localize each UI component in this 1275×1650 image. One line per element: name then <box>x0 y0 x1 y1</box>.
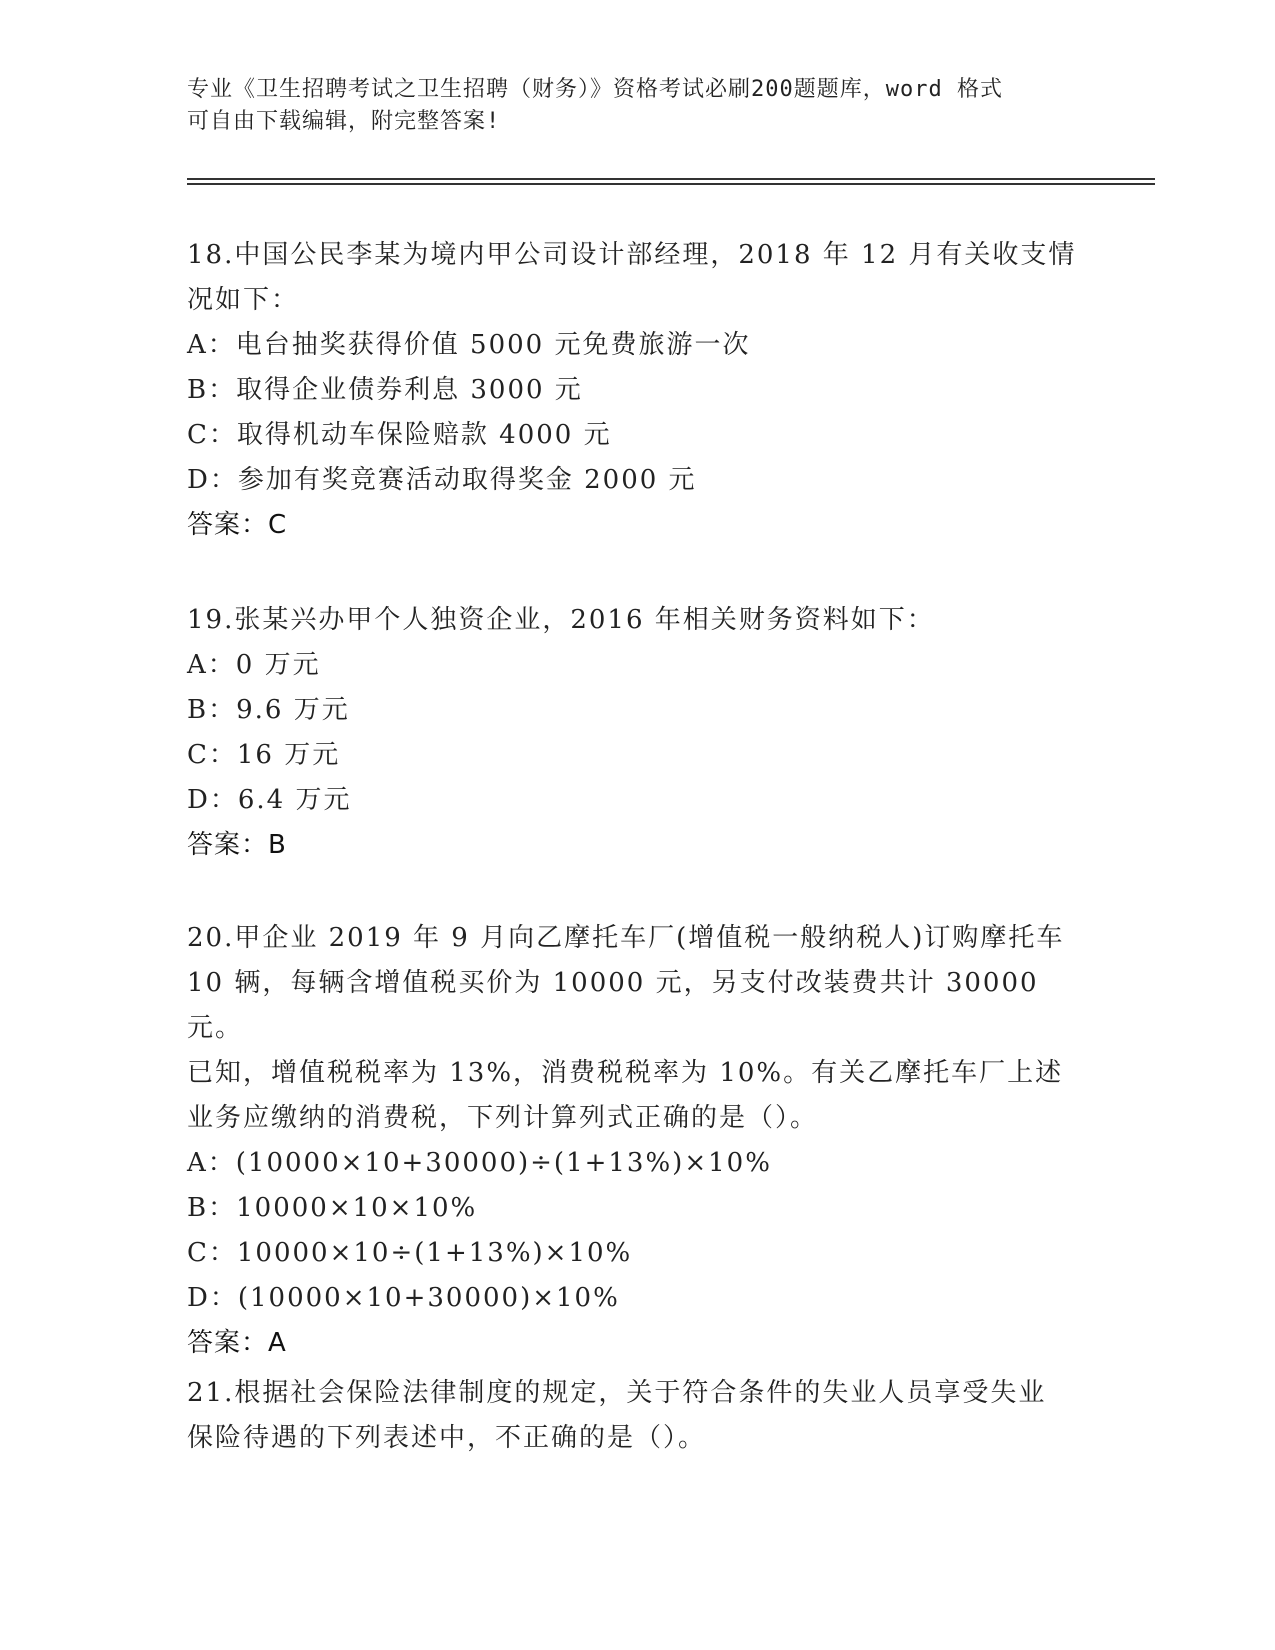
header-line-2: 可自由下载编辑，附完整答案! <box>187 109 501 134</box>
question-stem-line: 10 辆，每辆含增值税买价为 10000 元，另支付改装费共计 30000 元。 <box>187 968 1039 1043</box>
question-stem-line: 19.张某兴办甲个人独资企业，2016 年相关财务资料如下： <box>187 605 935 635</box>
document-header <box>187 74 1067 138</box>
question-18 <box>187 233 1077 548</box>
question-stem-line: 18.中国公民李某为境内甲公司设计部经理，2018 年 12 月有关收支情 <box>187 240 1077 270</box>
header-divider-top <box>187 178 1155 180</box>
option-c: C：10000×10÷(1+13%)×10% <box>187 1238 633 1268</box>
answer: 答案：C <box>187 510 288 540</box>
option-d: D：(10000×10+30000)×10% <box>187 1283 620 1313</box>
option-d: D：6.4 万元 <box>187 785 352 815</box>
option-c: C：16 万元 <box>187 740 341 770</box>
option-b: B：9.6 万元 <box>187 695 350 725</box>
question-stem-line: 况如下： <box>187 285 300 315</box>
question-21 <box>187 1371 1077 1461</box>
answer: 答案：A <box>187 1328 287 1358</box>
option-b: B：10000×10×10% <box>187 1193 478 1223</box>
question-19 <box>187 598 1077 868</box>
option-a: A：0 万元 <box>187 650 321 680</box>
question-stem-line: 保险待遇的下列表述中，不正确的是（）。 <box>187 1423 707 1453</box>
header-divider-bottom <box>187 183 1155 185</box>
question-stem-line: 已知，增值税税率为 13%，消费税税率为 10%。有关乙摩托车厂上述 <box>187 1058 1064 1088</box>
question-stem-line: 21.根据社会保险法律制度的规定，关于符合条件的失业人员享受失业 <box>187 1378 1047 1408</box>
option-c: C：取得机动车保险赔款 4000 元 <box>187 420 612 450</box>
question-stem-line: 20.甲企业 2019 年 9 月向乙摩托车厂(增值税一般纳税人)订购摩托车 <box>187 923 1065 953</box>
option-a: A：(10000×10+30000)÷(1+13%)×10% <box>187 1148 772 1178</box>
answer: 答案：B <box>187 830 287 860</box>
option-a: A：电台抽奖获得价值 5000 元免费旅游一次 <box>187 330 751 360</box>
header-line-1: 专业《卫生招聘考试之卫生招聘（财务）》资格考试必刷200题题库，word 格式 <box>187 77 1003 102</box>
question-stem-line: 业务应缴纳的消费税，下列计算列式正确的是（）。 <box>187 1103 819 1133</box>
option-b: B：取得企业债券利息 3000 元 <box>187 375 583 405</box>
option-d: D：参加有奖竞赛活动取得奖金 2000 元 <box>187 465 697 495</box>
question-20 <box>187 916 1077 1366</box>
